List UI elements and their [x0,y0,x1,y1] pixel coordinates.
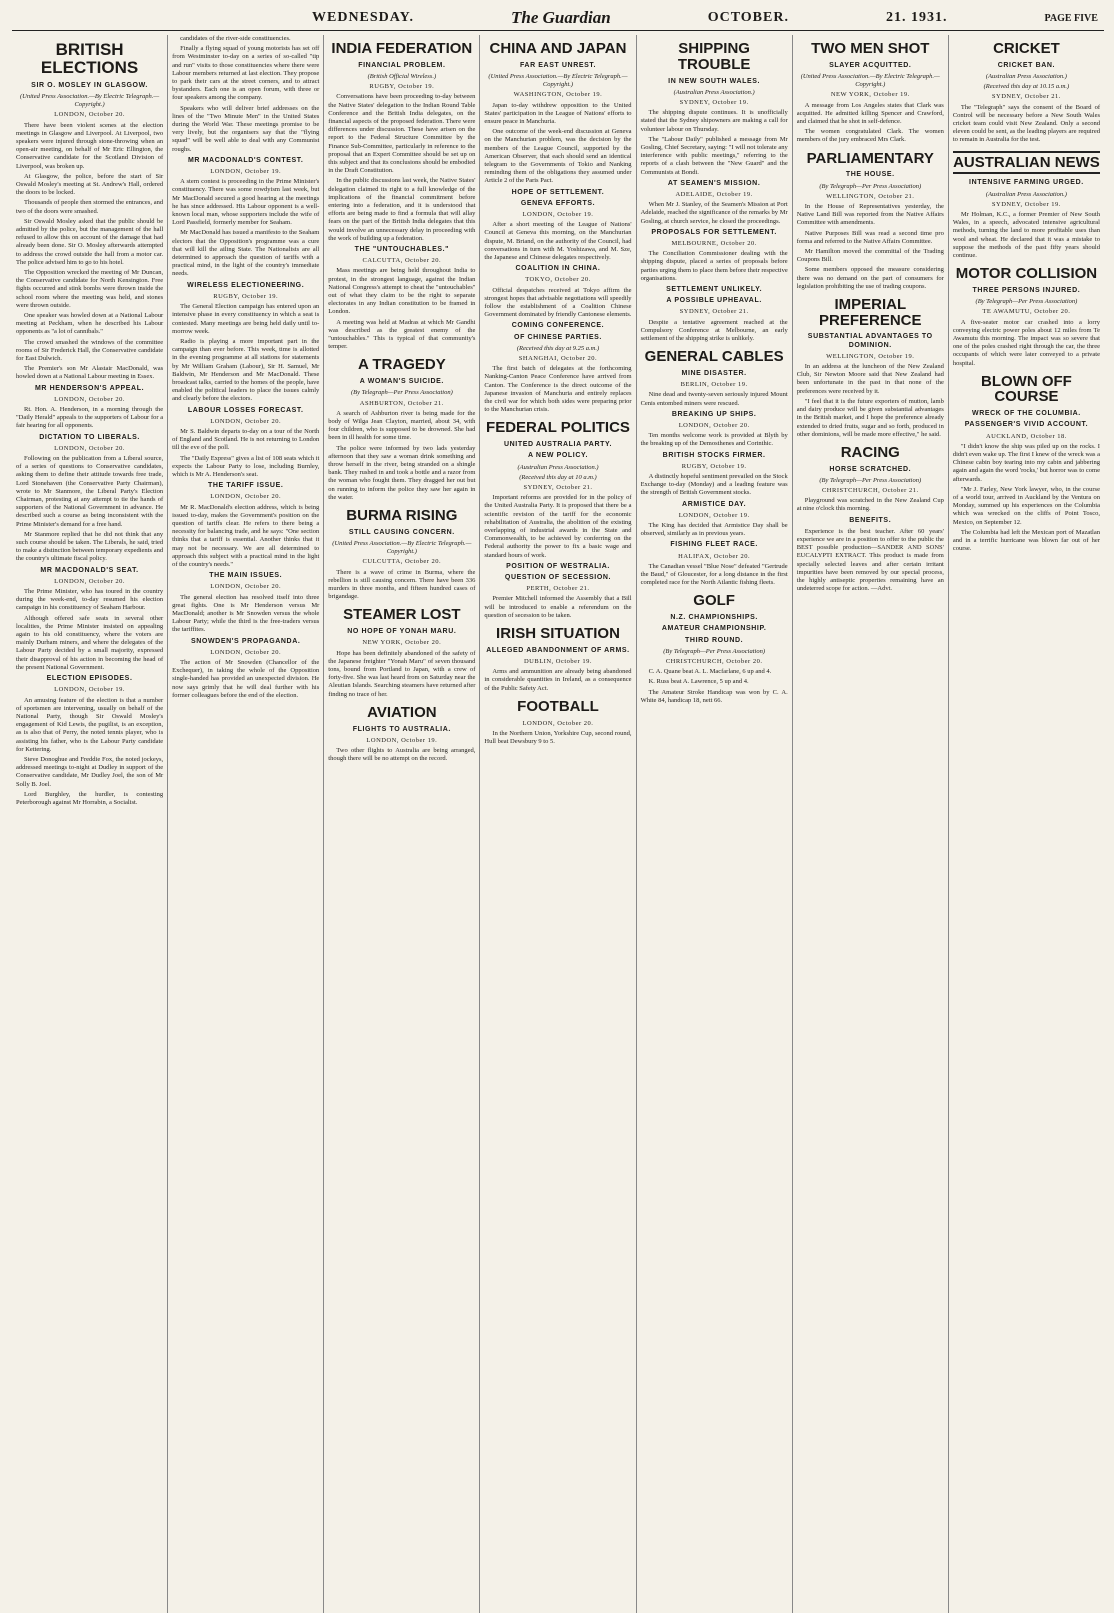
subhead: A NEW POLICY. [527,452,589,460]
paragraph: Japan to-day withdrew opposition to the United States' participation in the League of Nations' efforts to ensure peace in Manchuria. [484,101,632,125]
subhead: FLIGHTS TO AUSTRALIA. [352,725,451,733]
paragraph: Arms and ammunition are already being abandoned in considerable quantities in Ireland, as a consequence of the Public Safety Act. [484,668,632,692]
dateline: BERLIN, October 19. [680,381,748,389]
headline-china-and-japan: CHINA AND JAPAN [489,40,627,57]
credit-line: (Received this day at 10.15 a.m.) [983,83,1070,91]
dateline: LONDON, October 19. [366,736,438,744]
subhead: NO HOPE OF YONAH MARU. [347,628,457,636]
credit-line: (British Official Wireless.) [367,72,437,80]
article-body [797,203,944,291]
subhead: FISHING FLEET RACE. [670,541,758,549]
credit-line: (Australian Press Association.) [985,72,1067,80]
paragraph: The "Telegraph" says the consent of the Board of Control will be necessary before a New South Wales cricket team could visit New Zealand. Only a second eleven could be sent, as the leading players are required to remain in Australia for the test. [952,103,1100,144]
dateline: LONDON, October 19. [210,168,282,176]
dateline: SYDNEY, October 21. [679,308,749,316]
paragraph: The crowd smashed the windows of the committee rooms of Sir Frederick Hall, the Conservative candidate for East Dulwich. [16,338,164,362]
dateline: LONDON, October 19. [678,511,750,519]
paragraph: K. Russ beat A. Lawrence, 5 up and 4. [648,678,749,686]
paragraph: "I feel that it is the future exporters of mutton, lamb and dairy produce will be given substantial advantages in the British market, and I hope the preference already extended to dried fruits, sugar and so forth, produced in other dominions, will be made more effective," he said. [796,397,944,438]
subhead: MR MACDONALD'S SEAT. [40,566,139,574]
paragraph: Finally a flying squad of young motorists has set off from Westminster to-day on a series of so-called "tip and run" visits to those constituencies where there were Labour members returned at last election. They propose to park their cars at the street corners, and to attract bystanders. Each one is an open forum, with three or four speakers among the company. [172,45,320,102]
article-body [328,569,475,602]
paragraph: Speakers who will deliver brief addresses on the lines of the "Two Minute Men" in the United States during the World War. These meetings promise to be very lively, but the organisers say that the "flying squad" will be well able to deal with any Communist roughs. [172,104,320,153]
credit-line: (United Press Association.—By Electric Telegraph.—Copyright.) [800,72,940,89]
credit-line: (United Press Association.—By Electric Telegraph.—Copyright.) [20,92,160,109]
paragraph: The Conciliation Commissioner dealing with the shipping dispute, placed a series of proposals before parties urging them to place them before their respective organisations. [640,250,788,282]
article-body [172,178,319,278]
subhead: MR HENDERSON'S APPEAL. [35,384,145,392]
dateline: AUCKLAND, October 18. [985,432,1067,440]
dateline: WASHINGTON, October 19. [513,91,603,99]
subhead: THIRD ROUND. [685,636,744,644]
paragraph: The "Labour Daily" published a message from Mr Gosling, Chief Secretary, saying: "I will not tolerate any interference with public meetings," referring to the reports of a clash between the "New Guard" and the Communists at Bondi. [640,135,788,176]
headline-blown-off-course: BLOWN OFF COURSE [981,372,1072,406]
advertisement-body [797,528,944,594]
paragraph: "Mr J. Farley, New York lawyer, who, in the course of a world tour, arrived in Auckland by the Ventura on Monday, summed up his experiences on the Columbia which was wrecked on the cliffs of Point Tosco, Mexico, on September 12. [952,485,1100,526]
article-body [484,365,631,414]
article-body [328,93,475,243]
column-7 [949,35,1104,1613]
credit-line: (Received this day at 9.25 a.m.) [516,344,600,352]
paragraph: Steve Donoghue and Freddie Fox, the noted jockeys, addressed meetings to-night at Dudley in support of the Conservative candidate, Mr Dudley Joel, the son of Mr Solly B. Joel. [16,755,164,788]
column-3 [324,35,480,1613]
headline-motor-collision: MOTOR COLLISION [955,265,1098,283]
subhead: COMING CONFERENCE. [511,322,605,330]
article-body [16,406,163,431]
headline-football: FOOTBALL [517,697,599,715]
article-body [484,494,631,560]
credit-line: (United Press Association.—By Electric Telegraph.—Copyright.) [488,72,628,89]
article-body [328,650,475,699]
credit-line: (By Telegraph—Per Press Association) [819,476,922,484]
paragraph: Experience is the best teacher. After 60 years' experience we are in a position to offer to the public the BEST possible production—SANDER AND SONS' EUCALYPTI EXTRACT. This product is made from specially selected leaves and after certain irritant impurities have been removed by our special process, the highly antiseptic properties remaining have an undeterred scope for action. —Advt. [796,527,944,593]
article-body [797,363,944,439]
dateline: DUBLIN, October 19. [523,658,592,666]
paragraph: "I didn't know the ship was piled up on the rocks. I didn't even wake up. The first I knew of the wreck was a Chinese cabin boy tearing into my cabin and jabbering again and again the word 'rocks,' but horror was to come afterwards. [952,442,1100,483]
dateline: LONDON, October 20. [210,583,282,591]
dateline: LONDON, October 20. [210,493,282,501]
dateline: LONDON, October 19. [54,686,126,694]
columns [12,35,1104,1613]
subhead: N.Z. CHAMPIONSHIPS. [670,614,758,622]
headline-two-men-shot: TWO MEN SHOT [811,40,930,57]
masthead [12,6,1104,31]
paragraph: The shipping dispute continues. It is unofficially stated that the Sydney shipowners are making a call for volunteer labour on Thursday. [640,109,788,133]
subhead: UNITED AUSTRALIA PARTY. [503,441,613,449]
paragraph: When Mr J. Stanley, of the Seamen's Mission at Port Adelaide, reached the significance of the remarks by Mr Gosling, at church service, he closed the proceedings. [640,201,788,225]
paragraph: Sir Oswald Mosley asked that the public should be admitted by the police, but the management of the hall refused to allow this on account of the damage that had already been done. Sir O. Mosley afterwards attempted to address the crowd outside the hall from a motor car. The police advised him to go to his hotel. [16,217,164,266]
article-body [484,595,631,620]
article-body [484,668,631,693]
paragraph: The action of Mr Snowden (Chancellor of the Exchequer), in taking the whole of the Opposition single-handed has provided an unexpected division. He now says grimly that he will deal further with his former colleagues before the end of the election. [172,659,320,699]
subhead: SIR O. MOSLEY IN GLASGOW. [31,81,148,89]
article-body [484,730,631,746]
article-body [953,211,1100,260]
dateline: TE AWAMUTU, October 20. [982,308,1071,316]
masthead-date: 21. 1931. [885,10,948,25]
article-body [484,102,631,186]
dateline: RUGBY, October 19. [213,292,279,300]
subhead: POSITION OF WESTRALIA. [506,562,610,570]
dateline: SYDNEY, October 21. [991,93,1061,101]
dateline: TOKYO, October 20. [525,276,591,284]
paragraph: Important reforms are provided for in the policy of the United Australia Party. It is proposed that there be a scientific revision of the tariff for the economic rehabilitation of Australia, the abolition of the existing overlapping of industrial awards in the State and Commonwealth, to be achieved by conferring on the Federal authority the power to fix a basic wage and standard hours of work. [484,494,632,559]
paragraph: The Opposition wrecked the meeting of Mr Duncan, the Conservative candidate for North Kensington. Free fights occurred and stink bombs were thrown inside the school room where the meeting was held, and stones were thrown outside. [16,268,164,309]
article-body [641,668,788,705]
dateline: LONDON, October 20. [210,648,282,656]
dateline: CALCUTTA, October 20. [362,257,442,265]
article-body [953,319,1100,368]
article-body [953,443,1100,554]
headline-racing: RACING [840,443,900,461]
paragraph: The Canadian vessel "Blue Nose" defeated "Gertrude the Baud," of Gloucester, for a long distance in the first completed race for the North Atlantic fishing fleets. [640,562,788,587]
paragraph: In the public discussions last week, the Native States' delegation claimed its right to a full knowledge of the implications of the financial commitment before entering into a federation, and it is understood that efforts are being made to find a formula that will allay fears on the part of the British India delegates that this would involve an unnecessary delay in proceeding with the work of building up a federation. [328,177,476,242]
paragraph: Mr R. MacDonald's election address, which is being issued to-day, makes the Government's position on the question of tariffs clear. He refers to there being a necessity for balancing trade, and he says: "One section thinks that a tariff is essential. Another thinks that it may not be necessary. We are all determined to approach this subject with a practical mind in the light of the country's needs." [172,503,320,568]
credit-line: (By Telegraph—Per Press Association) [663,647,766,655]
paragraph: Mr S. Baldwin departs to-day on a tour of the North of England and Scotland. He is not returning to London till the eve of the poll. [172,427,320,452]
article-body [16,455,163,564]
article-body [641,473,788,498]
article-body [172,428,319,479]
masthead-page-number: PAGE FIVE [1044,12,1098,24]
article-body [16,122,163,382]
subhead: FINANCIAL PROBLEM. [358,61,446,69]
paragraph: An amusing feature of the election is that a number of sportsmen are intervening, usually on behalf of the National Party, though Sir Oswald Mosley's engagement of Kid Lewis, the pugilist, is an exception, as is also that of Perry, the noted tennis player, who is assisting his father, who is the Labour Party candidate for Kettering. [16,696,164,753]
paragraph: Native Purposes Bill was read a second time pro forma and referred to the Native Affairs Committee. [796,229,944,245]
paragraph: Ten months welcome work is provided at Blyth by the breaking up of the Demosthenes and Corinthic. [640,432,788,448]
subhead: FAR EAST UNREST. [519,61,597,69]
article-body [172,303,319,403]
subhead: THE HOUSE. [845,171,895,179]
article-body [641,522,788,538]
subhead: PROPOSALS FOR SETTLEMENT. [651,228,777,236]
subhead: A POSSIBLE UPHEAVAL. [666,297,762,305]
subhead: THREE PERSONS INJURED. [972,286,1081,294]
paragraph: The police were informed by two lads yesterday afternoon that they saw a woman drink something and throw herself in the river, being stranded on a shingle bank. They rushed in and took a bottle and a razor from the woman who fought them. They dragged her out but on running to inform the police they saw her again in the water. [328,444,476,501]
paragraph: candidates of the river-side constituencies. [180,35,291,42]
article-body [953,104,1100,145]
subhead: QUESTION OF SECESSION. [504,574,612,582]
article-body [328,267,475,351]
paragraph: One outcome of the week-end discussion at Geneva on the Manchurian problem, was the decision by the members of the League Council, supported by the American Observer, that each should send an identical telegram to the Governments of Tokio and Nanking reminding them of the obligations they assumed under Article 2 of the Paris Pact. [484,128,632,185]
paragraph: The first batch of delegates at the forthcoming Nanking-Canton Peace Conference have arrived from Canton. The Conference is the direct outcome of the Japanese invasion of Manchuria and entirely replaces the civil war for which both sides were preparing prior to the Manchurian crisis. [484,365,632,414]
subhead: DICTATION TO LIBERALS. [39,433,140,441]
dateline: NEW YORK, October 19. [830,91,910,99]
article-body [172,35,319,154]
masthead-paper-title: The Guardian [510,8,611,27]
article-body [641,391,788,407]
paragraph: The general election has resolved itself into three great fights. One is Mr Henderson versus Mr MacDonald; another is Mr Snowden versus the whole Labour Party; while the third is the free-traders versus the tariffites. [172,593,320,634]
subhead: BRITISH STOCKS FIRMER. [662,451,766,459]
paragraph: A meeting was held at Madras at which Mr Gandhi was described as the greatest enemy of the "untouchables." This is typical of that community's temper. [328,318,476,351]
dateline: LONDON, October 20. [678,421,750,429]
subhead: A WOMAN'S SUICIDE. [359,378,444,386]
paragraph: Premier Mitchell informed the Assembly that a Bill will be introduced to enable a referendum on the question of secession to be taken. [484,595,632,619]
paragraph: Two other flights to Australia are being arranged, though there will be no attempt on the record. [328,746,476,763]
paragraph: Playground was scratched in the New Zealand Cup at nine o'clock this morning. [796,497,944,513]
paragraph: A search of Ashburton river is being made for the body of Wilga Jean Clayton, married, about 34, with four children, who is supposed to be drowned. She had been in ill health for some time. [328,409,476,442]
paragraph: In the House of Representatives yesterday, the Native Land Bill was reported from the Native Affairs Committee with amendments. [796,202,944,227]
paragraph: Nine dead and twenty-seven seriously injured Mount Cenis entombed miners were rescued. [640,391,788,407]
column-2 [168,35,324,1613]
article-body [484,287,631,320]
subhead: ARMISTICE DAY. [682,500,747,508]
article-body [172,504,319,570]
subhead: AMATEUR CHAMPIONSHIP. [661,625,767,633]
masthead-day: WEDNESDAY. [312,10,414,25]
subhead: STILL CAUSING CONCERN. [348,528,455,536]
headline-general-cables: GENERAL CABLES [644,348,784,366]
dateline: WELLINGTON, October 21. [826,192,915,200]
article-body [641,319,788,344]
dateline: RUGBY, October 19. [369,83,435,91]
paragraph: Lord Burghley, the hurdler, is contesting Peterborough against Mr Horrabin, a Socialist. [16,790,164,806]
headline-british-elections: BRITISH ELECTIONS [40,40,139,77]
dateline: LONDON, October 20. [54,111,126,119]
paragraph: After a short meeting of the League of Nations' Council at Geneva this morning, on the Manchurian dispute, M. Briand, on the authority of the Council, had conversations in turn with M. Yoshizawa, and M. Sze, the Japanese and Chinese delegates respectively. [484,221,632,262]
credit-line: (By Telegraph—Per Press Association) [350,389,453,397]
article-body [797,102,944,145]
headline-cricket: CRICKET [993,40,1060,57]
paragraph: A five-seater motor car crashed into a lorry conveying electric power poles about 12 miles from Te Awamutu this morning. The impact was so severe that one of the poles crashed right through the car, the three occupants of which were later conveyed to a private hospital. [952,318,1100,367]
subhead: ELECTION EPISODES. [46,675,133,683]
subhead: MINE DISASTER. [681,369,747,377]
subhead: OF CHINESE PARTIES. [514,333,602,341]
headline-shipping-trouble: SHIPPING TROUBLE [677,40,751,73]
headline-irish-situation: IRISH SITUATION [496,625,620,643]
subhead: COALITION IN CHINA. [515,265,601,273]
paragraph: The General Election campaign has entered upon an intensive phase in every constituency in which a seat is contested. Many meetings are being held daily until to-morrow week. [172,303,320,335]
dateline: SYDNEY, October 19. [679,98,749,106]
column-6 [793,35,949,1613]
article-body [328,747,475,763]
article-body [484,221,631,262]
paragraph: In the Northern Union, Yorkshire Cup, second round, Hull beat Dewsbury 9 to 5. [484,729,632,745]
paragraph: The "Daily Express" gives a list of 108 seats which it expects the Labour Party to lose, including Burnley, which is Mr A. Henderson's seat. [172,454,320,478]
dateline: LONDON, October 19. [522,211,594,218]
credit-line: (Australian Press Association.) [517,463,599,471]
paragraph: Hope has been definitely abandoned of the safety of the Japanese freighter "Yonah Maru" of seven thousand tons, bound from Portland to Japan, with a crew of forty-five. She was last heard from on Saturday near the Aleutian Islands. Searching steamers have returned after finding no trace of her. [328,649,476,698]
headline-india-federation: INDIA FEDERATION [331,40,473,57]
paragraph: The Premier's son Mr Alastair MacDonald, was howled down at a National Labour meeting in Essex. [16,365,164,381]
paragraph: Some members opposed the measure considering there was no demand on the part of consumers for legislation prohibiting the use of trading coupons. [796,266,944,290]
paragraph: The Prime Minister, who has toured in the country during the week-end, to-day resumed his election campaign in his constituency of Seaham Harbour. [16,588,164,612]
paragraph: There is a wave of crime in Burma, where the rebellion is still causing concern. There have been 336 murders in three months, and fifteen hundred cases of brigandage. [328,568,476,601]
paragraph: Although offered safe seats in several other localities, the Prime Minister insisted on appealing again to his old constituency, where the voters are mainly Durham miners, and where the delegates of the Labour Party decided by a small majority, expressed their disapproval of his action in becoming the head of the present National Government. [16,614,164,671]
paragraph: Radio is playing a more important part in the campaign than ever before. This week, time is allotted in the evening programme at all stations for statements by Mr William Graham (Labour), Sir H. Samuel, Mr Baldwin, Mr Henderson and Mr MacDonald. These broadcast talks, carried to the homes of the people, have enabled the political leaders to place the issues calmly and clearly before the electors. [172,337,320,403]
subhead: SNOWDEN'S PROPAGANDA. [191,637,301,645]
paragraph: The Amateur Stroke Handicap was won by C. A. White 84, handicap 18, nett 66. [640,688,788,704]
headline-australian-news: AUSTRALIAN NEWS [953,151,1100,175]
paragraph: Thousands of people then stormed the entrances, and two of the doors were smashed. [16,199,164,215]
column-1 [12,35,168,1613]
subhead: SUBSTANTIAL ADVANTAGES TO DOMINION. [807,333,933,349]
article-body [641,250,788,283]
dateline: CHRISTCHURCH, October 20. [665,657,763,665]
paragraph: In an address at the luncheon of the New Zealand Club, Sir Newton Moore said that New Zealand had been unfortunate in the past in that none of the preferences were received by it. [796,363,944,395]
credit-line: (Australian Press Association.) [673,88,755,96]
article-body [641,201,788,226]
dateline: CHRISTCHURCH, October 21. [821,487,919,495]
paragraph: A distinctly hopeful sentiment prevailed on the Stock Exchange to-day (Monday) and a leading feature was the strength of British Government stocks. [640,472,788,497]
dateline: NEW YORK, October 20. [362,639,442,647]
paragraph: Rt. Hon. A. Henderson, in a morning through the "Daily Herald" appeals to the supporters of Labour for a fair hearing for all opponents. [16,406,164,430]
dateline: SYDNEY, October 19. [991,200,1061,208]
subhead: BENEFITS. [849,516,892,524]
subhead: AT SEAMEN'S MISSION. [667,179,761,187]
headline-golf: GOLF [693,592,735,610]
credit-line: (By Telegraph—Per Press Association) [819,182,922,190]
credit-line: (Received this day at 10 a.m.) [519,473,597,481]
column-5 [637,35,793,1613]
subhead: IN NEW SOUTH WALES. [668,77,761,85]
paragraph: The King has decided that Armistice Day shall be observed, similarly as in previous years. [640,521,788,538]
dateline: CULCUTTA, October 20. [362,558,442,566]
article-body [16,697,163,808]
subhead: CRICKET BAN. [997,61,1056,69]
credit-line: (United Press Association.—By Electric Telegraph.—Copyright.) [332,540,472,556]
paragraph: Mr Stanmore replied that he did not think that any such course should be taken. The Liberals, he said, tried to make a distinction between temporary expedients and the country's ultimate fiscal policy. [16,530,164,563]
subhead: BREAKING UP SHIPS. [671,410,757,418]
paragraph: Mr Holman, K.C., a former Premier of New South Wales, in a speech, advocated intensive agricultural methods, turning the land to more profitable uses than wool and wheat. He declared that it was a mistake to suppose the methods of the past fifty years should continue. [952,210,1100,259]
paragraph: Despite a tentative agreement reached at the Compulsory Conference at Melbourne, an early settlement of the shipping strike is unlikely. [640,318,788,342]
dateline: LONDON, October 20. [54,444,126,452]
subhead: THE TARIFF ISSUE. [208,482,284,490]
paragraph: Mr Hamilton moved the committal of the Trading Coupons Bill. [796,247,944,264]
dateline: ASHBURTON, October 21. [359,399,444,407]
dateline: LONDON, October 20. [54,395,126,403]
dateline: WELLINGTON, October 19. [826,352,915,360]
headline-aviation: AVIATION [367,703,437,721]
subhead: GENEVA EFFORTS. [520,199,596,207]
article-body [328,410,475,502]
subhead: HORSE SCRATCHED. [829,465,912,473]
subhead: LABOUR LOSSES FORECAST. [187,406,304,414]
paragraph: A message from Los Angeles states that Clark was acquitted. He admitted killing Spencer and Crawford, and claimed that he shot in self-defence. [796,101,944,125]
dateline: LONDON, October 20. [522,719,594,727]
subhead: SETTLEMENT UNLIKELY. [666,285,763,293]
subhead: ALLEGED ABANDONMENT OF ARMS. [486,646,630,654]
dateline: RUGBY, October 19. [681,462,747,470]
credit-line: (Australian Press Association.) [985,190,1067,198]
subhead: WRECK OF THE COLUMBIA. [971,410,1081,418]
dateline: PERTH, October 21. [526,585,590,593]
paragraph: C. A. Quane beat A. L. Macfarlane, 6 up and 4. [648,668,772,676]
article-body [172,659,319,700]
paragraph: The Columbia had left the Mexican port of Mazatlan and in a terrific hurricane was blown far out of her course. [952,528,1100,553]
paragraph: The women congratulated Clark. The women members of the jury embraced Mrs Clark. [796,128,944,144]
masthead-month: OCTOBER. [707,10,789,25]
subhead: PASSENGER'S VIVID ACCOUNT. [964,421,1089,429]
dateline: MELBOURNE, October 20. [671,239,757,247]
subhead: THE "UNTOUCHABLES." [354,246,450,254]
paragraph: Mr MacDonald has issued a manifesto to the Seaham electors that the Opposition's programme was a cure that will kill the ailing State. The Nationalists are all determined to approach the question of tariffs with a practical mind, in the light of the country's immediate needs. [172,229,320,278]
paragraph: At Glasgow, the police, before the start of Sir Oswald Mosley's meeting at St. Andrew's Hall, ordered the doors to be locked. [16,172,164,197]
dateline: LONDON, October 20. [54,577,126,585]
subhead: INTENSIVE FARMING URGED. [969,179,1084,187]
paragraph: Mass meetings are being held throughout India to protest, in the strongest language, against the Indian National Congress's attempt to cheat the "untouchables" out of what they claim to be the right to separate electorates in any Indian constitution to be framed in London. [328,267,476,316]
article-body [641,563,788,588]
credit-line: (By Telegraph—Per Press Association) [975,298,1078,306]
headline-federal-politics: FEDERAL POLITICS [486,419,630,437]
dateline: LONDON, October 20. [210,417,282,425]
dateline: SHANGHAI, October 20. [518,355,598,363]
paragraph: There have been violent scenes at the election meetings in Glasgow and Liverpool. At Liverpool, two speakers were injured through stone-throwing when an open-air meeting, on behalf of Mr Eric Ellington, the Conservative candidate for the Scotland Division of Liverpool, was broken up. [16,121,164,170]
article-body [16,588,163,672]
subhead: WIRELESS ELECTIONEERING. [187,281,305,289]
article-body [641,109,788,177]
dateline: SYDNEY, October 21. [523,484,593,492]
headline-burma-rising: BURMA RISING [346,507,458,525]
paragraph: One speaker was howled down at a National Labour meeting at Peckham, when he described his Labour opponents as "a lot of cannibals." [16,311,164,336]
dateline: HALIFAX, October 20. [678,552,751,560]
column-4 [480,35,636,1613]
article-body [641,432,788,448]
article-body [797,497,944,513]
paragraph: Conversations have been proceeding to-day between the Native States' delegation to the Indian Round Table Conference and the British India delegates, on the financial aspects of the proposed federation. There were differences under discussion. These have arisen on the report to the Federal Structure Committee by the Finance Sub-Committee, particularly in reference to the proposal that an Expert Committee should be set up on this subject and that its conclusions should be embodied in the Draft Constitution. [328,93,476,175]
subhead: HOPE OF SETTLEMENT. [511,188,605,196]
headline-parliamentary: PARLIAMENTARY [806,149,934,167]
paragraph: Official despatches received at Tokyo affirm the strongest hopes that advisable negotiations will speedily follow the establishment of a Coalition Chinese Government dominated by friendly Cantonese elements. [484,286,632,319]
headline-steamer-lost: STEAMER LOST [343,606,461,624]
headline-imperial-preference: IMPERIAL PREFERENCE [819,295,922,329]
headline-a-tragedy: A TRAGEDY [357,356,446,374]
article-body [172,594,319,635]
subhead: MR MACDONALD'S CONTEST. [188,156,304,164]
paragraph: A stern contest is proceeding in the Prime Minister's constituency. There was some rowdyism last week, but Mr MacDonald secured a good hearing at the meetings he has since addressed. His Labour opponent is a well-known local man, whose supporters include the wife of Lord Passfield, formerly member for Seaham. [172,178,320,227]
subhead: THE MAIN ISSUES. [209,572,283,580]
paragraph: Following on the publication from a Liberal source, of a series of questions to Conservative candidates, asking them to define their attitude towards free trade, Lord Stonehaven (the Conservative Party Chairman), wrote to Mr Stanmore, the Liberal Party's Election Chairman, protesting at any attempt to tie the hands of supporters of the National Government in advance. He described such a course as being inconsistent with the Prime Minister's demand for a free hand. [16,455,164,528]
subhead: SLAYER ACQUITTED. [829,61,912,69]
dateline: ADELAIDE, October 19. [675,190,753,198]
